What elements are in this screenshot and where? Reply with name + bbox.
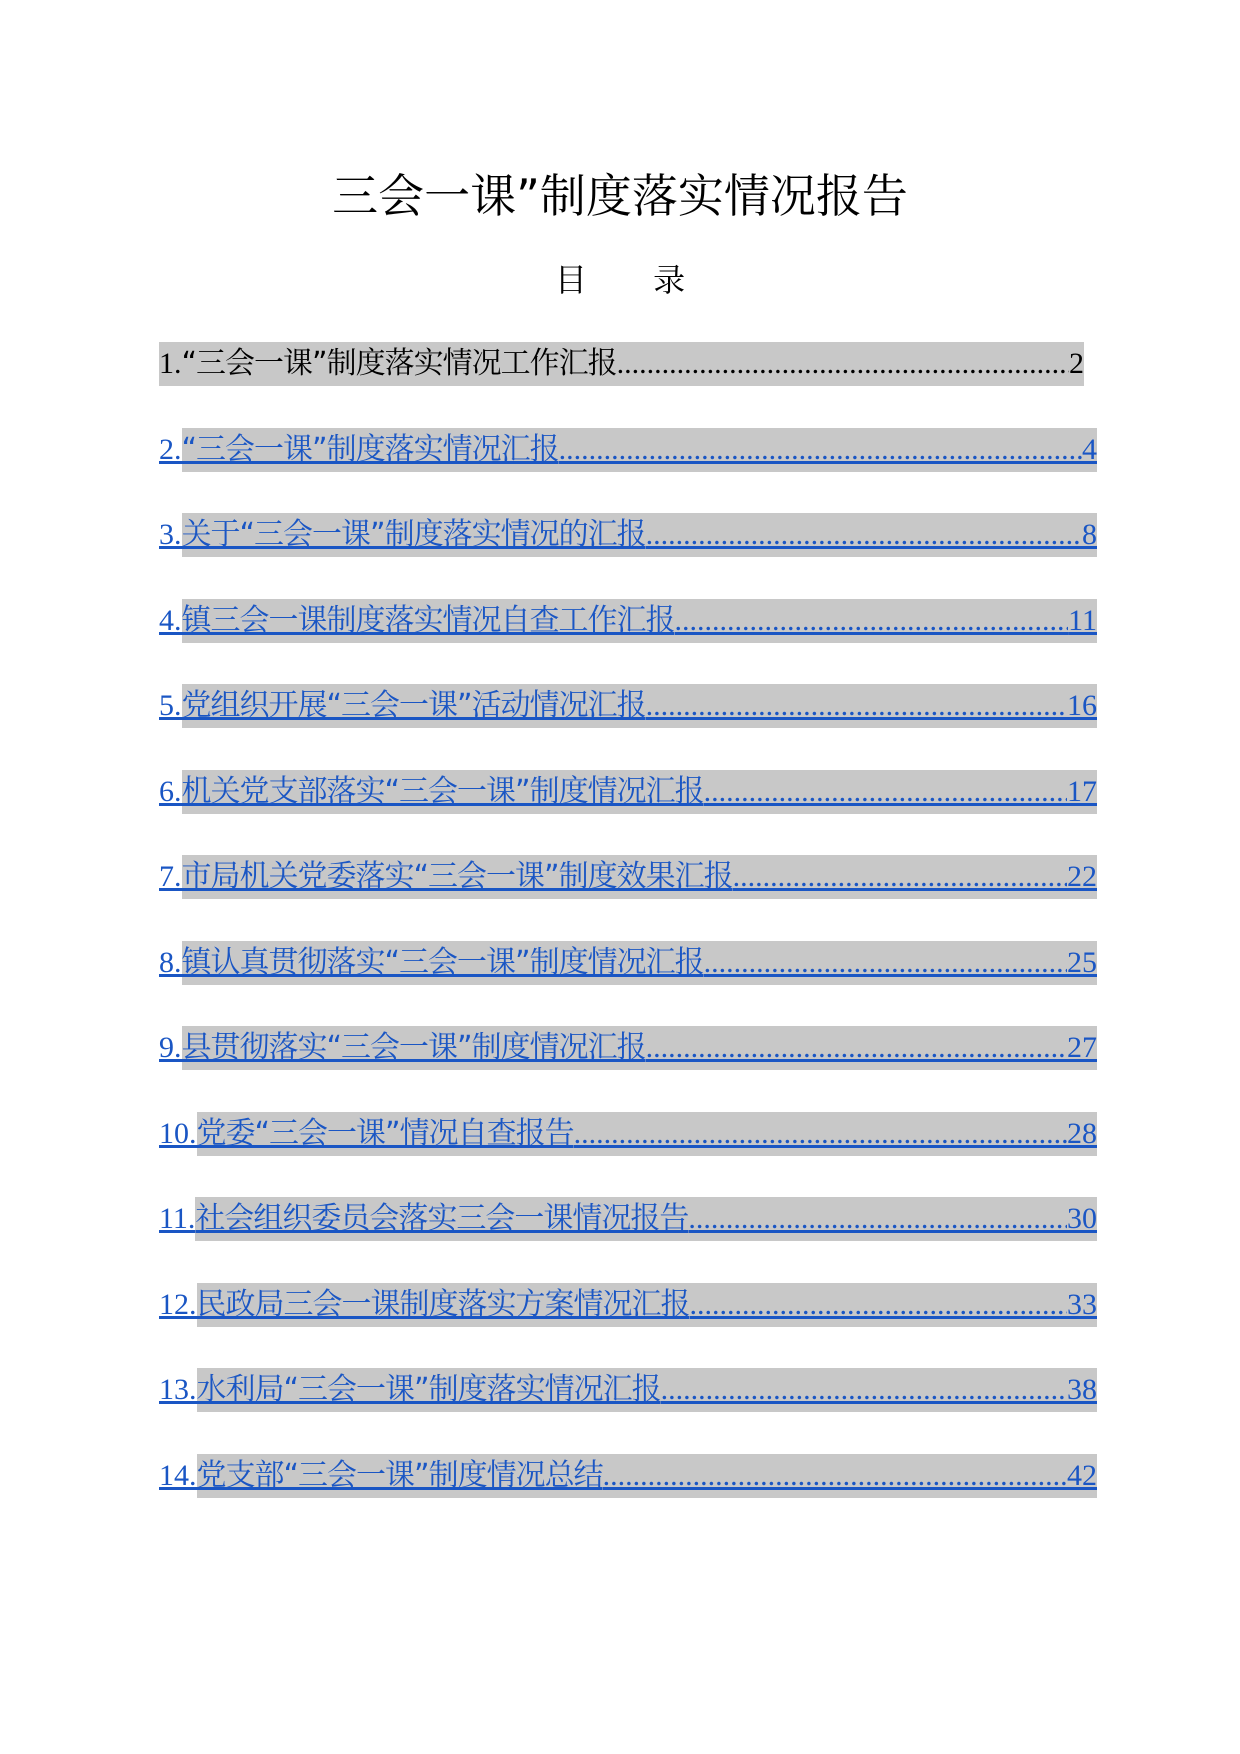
toc-entry-title: 党委“三会一课”情况自查报告 [197,1112,574,1156]
toc-entry-title: 社会组织委员会落实三会一课情况报告 [195,1197,688,1241]
toc-entry-page: 17 [1067,770,1097,814]
toc-dot-leader [688,1197,1067,1241]
toc-dot-leader [690,1283,1068,1327]
toc-entry-number: 6. [159,774,182,808]
toc-dot-leader [675,599,1069,643]
toc-entry-page: 2 [1069,342,1084,386]
toc-dot-leader [646,1026,1067,1070]
toc-entry-number: 2. [159,432,182,466]
toc-entry-title: “三会一课”制度落实情况工作汇报 [182,342,617,386]
toc-entry-10[interactable] [159,1110,1097,1156]
toc-entry-number: 11. [159,1202,196,1235]
toc-entry-9[interactable] [159,1024,1097,1070]
toc-entry-title: 机关党支部落实“三会一课”制度情况汇报 [182,770,704,814]
toc-entry-number: 5. [159,689,182,722]
toc-entry-number: 1. [159,342,182,386]
toc-entry-page: 4 [1082,428,1097,472]
toc-entry-page: 28 [1067,1112,1097,1156]
toc-heading: 目 录 [554,261,714,299]
toc-entry-title: 市局机关党委落实“三会一课”制度效果汇报 [182,855,733,899]
toc-entry-page: 22 [1067,855,1097,899]
toc-entry-number: 9. [159,1031,182,1064]
toc-entry-number: 10. [159,1116,197,1150]
toc-dot-leader [559,428,1082,472]
toc-dot-leader [646,684,1067,728]
toc-entry-page: 11 [1068,599,1097,643]
toc-dot-leader [733,855,1067,899]
toc-entry-11[interactable] [159,1195,1097,1241]
toc-entry-number: 14. [159,1458,197,1492]
toc-entry-page: 30 [1067,1197,1097,1241]
toc-entry-4[interactable] [159,597,1097,643]
toc-entry-page: 16 [1067,684,1097,728]
toc-entry-12[interactable] [159,1281,1097,1327]
toc-entry-6[interactable] [159,768,1097,814]
toc-entry-page: 33 [1067,1283,1097,1327]
toc-entry-14[interactable] [159,1452,1097,1498]
toc-entry-1[interactable] [159,340,1084,386]
toc-dot-leader [661,1368,1067,1412]
toc-entry-8[interactable] [159,939,1097,985]
toc-entry-number: 12. [159,1287,197,1321]
toc-entry-title: 镇三会一课制度落实情况自查工作汇报 [182,599,675,643]
toc-entry-title: 党支部“三会一课”制度情况总结 [197,1454,603,1498]
toc-dot-leader [603,1454,1067,1498]
toc-entry-number: 7. [159,860,182,893]
toc-entry-title: 党组织开展“三会一课”活动情况汇报 [182,684,646,728]
toc-dot-leader [704,941,1067,985]
toc-entry-title: 镇认真贯彻落实“三会一课”制度情况汇报 [182,941,704,985]
toc-entry-title: 民政局三会一课制度落实方案情况汇报 [197,1283,690,1327]
toc-entry-2[interactable] [159,426,1097,472]
toc-entry-number: 8. [159,945,182,979]
toc-dot-leader [574,1112,1067,1156]
toc-dot-leader [704,770,1067,814]
toc-entry-page: 42 [1067,1454,1097,1498]
toc-entry-title: 关于“三会一课”制度落实情况的汇报 [182,513,646,557]
table-of-contents [159,340,1097,1537]
toc-entry-number: 4. [159,603,182,637]
document-title: 三会一课”制度落实情况报告 [332,169,908,223]
toc-entry-13[interactable] [159,1366,1097,1412]
toc-entry-7[interactable] [159,853,1097,899]
toc-entry-page: 25 [1067,941,1097,985]
toc-entry-number: 13. [159,1373,197,1406]
toc-entry-page: 27 [1067,1026,1097,1070]
toc-entry-3[interactable] [159,511,1097,557]
toc-entry-title: 水利局“三会一课”制度落实情况汇报 [197,1368,661,1412]
toc-entry-title: “三会一课”制度落实情况汇报 [182,428,559,472]
toc-entry-title: 县贯彻落实“三会一课”制度情况汇报 [182,1026,646,1070]
toc-entry-5[interactable] [159,682,1097,728]
toc-entry-number: 3. [159,518,182,551]
toc-dot-leader [646,513,1082,557]
toc-dot-leader [617,342,1069,386]
toc-entry-page: 8 [1082,513,1097,557]
toc-entry-page: 38 [1067,1368,1097,1412]
